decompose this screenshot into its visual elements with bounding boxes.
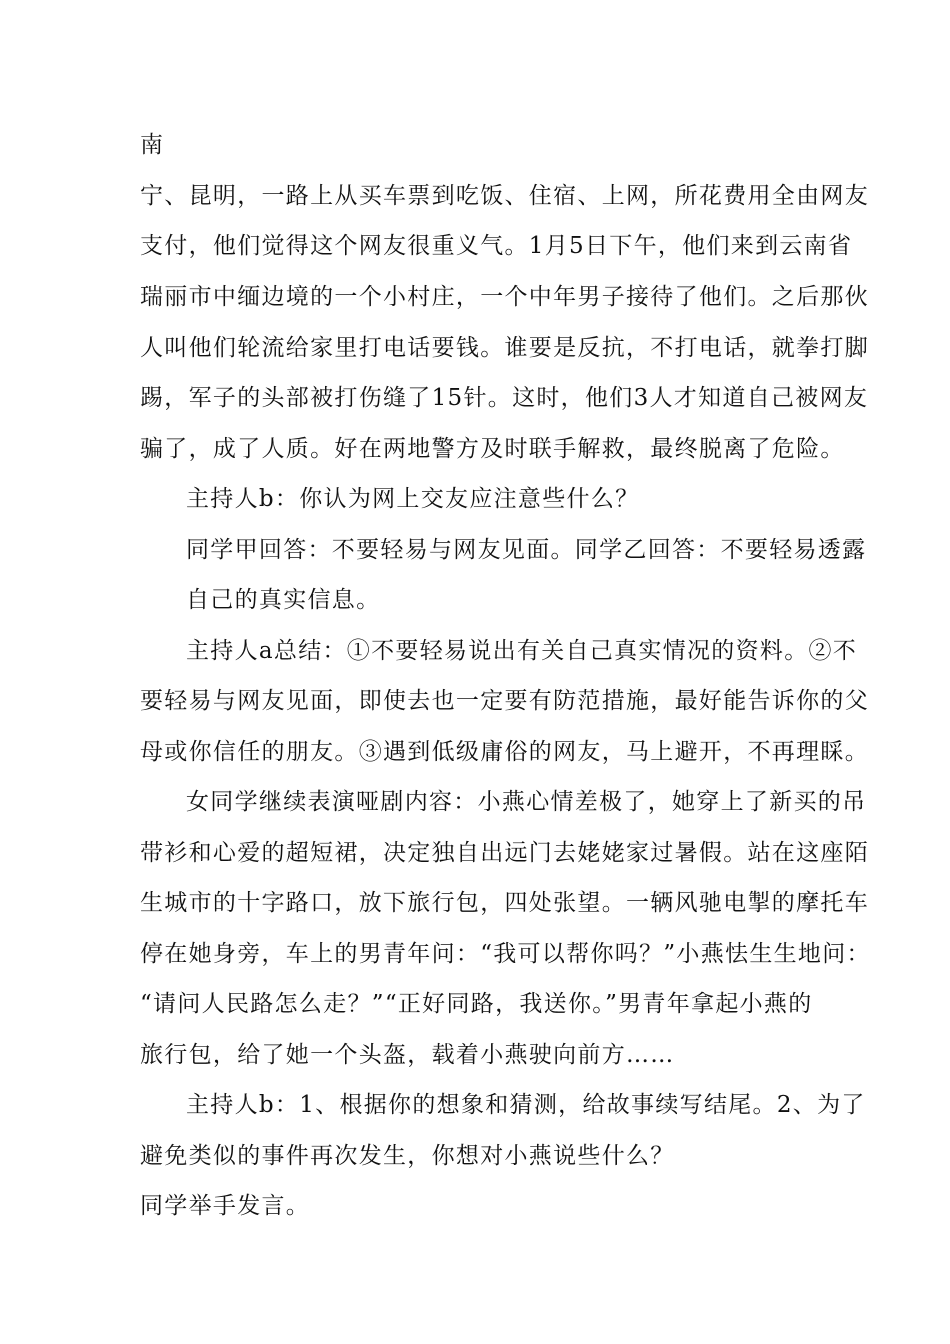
text-line: 宁、昆明，一路上从买车票到吃饭、住宿、上网，所花费用全由网友 — [140, 183, 869, 209]
text-line: 踢，军子的头部被打伤缝了15针。这时，他们3人才知道自己被网友 — [140, 385, 869, 411]
text-line: 主持人b：你认为网上交友应注意些什么？ — [186, 486, 640, 512]
text-line: 主持人b：1、根据你的想象和猜测，给故事续写结尾。2、为了 — [186, 1092, 866, 1118]
text-line: 主持人a总结：①不要轻易说出有关自己真实情况的资料。②不 — [186, 638, 858, 664]
text-line: 同学举手发言。 — [140, 1193, 311, 1219]
text-line: 要轻易与网友见面，即使去也一定要有防范措施，最好能告诉你的父 — [140, 688, 869, 714]
text-line: 生城市的十字路口，放下旅行包，四处张望。一辆风驰电掣的摩托车 — [140, 890, 869, 916]
text-line: 同学甲回答：不要轻易与网友见面。同学乙回答：不要轻易透露 — [186, 537, 867, 563]
text-line: 人叫他们轮流给家里打电话要钱。谁要是反抗，不打电话，就拳打脚 — [140, 335, 869, 361]
text-line: 骗了，成了人质。好在两地警方及时联手解救，最终脱离了危险。 — [140, 436, 845, 462]
text-line: 女同学继续表演哑剧内容：小燕心情差极了，她穿上了新买的吊 — [186, 789, 867, 815]
text-line: 母或你信任的朋友。③遇到低级庸俗的网友，马上避开，不再理睬。 — [140, 739, 869, 765]
text-line: 自己的真实信息。 — [186, 587, 381, 613]
text-line: 停在她身旁，车上的男青年问：“我可以帮你吗？”小燕怯生生地问： — [140, 941, 871, 967]
text-line: 带衫和心爱的超短裙，决定独自出远门去姥姥家过暑假。站在这座陌 — [140, 840, 869, 866]
text-line: “请问人民路怎么走？”“正好同路，我送你。”男青年拿起小燕的 — [140, 991, 813, 1017]
text-line: 瑞丽市中缅边境的一个小村庄，一个中年男子接待了他们。之后那伙 — [140, 284, 869, 310]
text-line: 支付，他们觉得这个网友很重义气。1月5日下午，他们来到云南省 — [140, 233, 853, 259]
text-line: 南 — [140, 132, 165, 158]
text-line: 旅行包，给了她一个头盔，载着小燕驶向前方…… — [140, 1042, 675, 1068]
text-line: 避免类似的事件再次发生，你想对小燕说些什么？ — [140, 1143, 675, 1169]
